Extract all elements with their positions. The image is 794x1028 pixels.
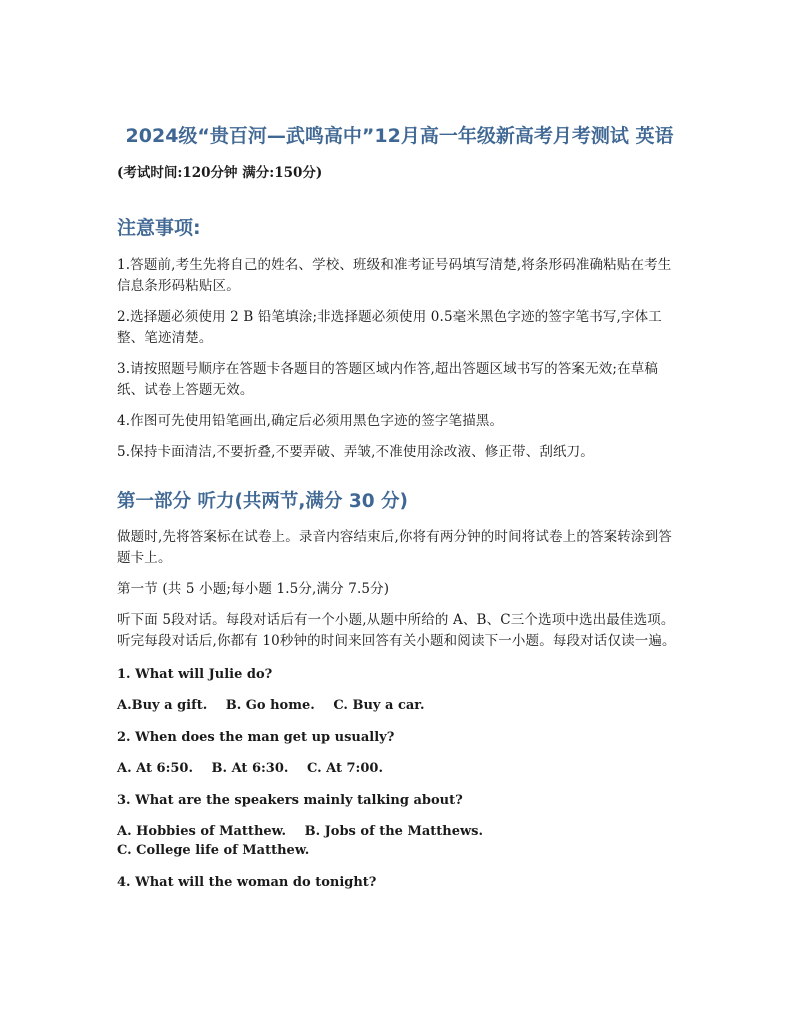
option-a: A. At 6:50. <box>117 761 193 776</box>
notice-heading: 注意事项: <box>117 217 201 239</box>
notice-item: 5.保持卡面清洁,不要折叠,不要弄破、弄皱,不准使用涂改液、修正带、刮纸刀。 <box>117 444 594 460</box>
question-stem: 3. What are the speakers mainly talking about? <box>117 793 463 808</box>
notice-item: 1.答题前,考生先将自己的姓名、学校、班级和准考证号码填写清楚,将条形码准确粘贴在考生信息条形码粘贴区。 <box>117 257 672 294</box>
option-c: C. At 7:00. <box>306 761 383 776</box>
notice-item: 4.作图可先使用铅笔画出,确定后必须用黑色字迹的签字笔描黑。 <box>117 413 504 429</box>
section1-title: 第一节 (共 5 小题;每小题 1.5分,满分 7.5分) <box>117 581 390 597</box>
section1-instructions: 听下面 5段对话。每段对话后有一个小题,从题中所给的 A、B、C三个选项中选出最佳选项。 听完每段对话后,你都有 10秒钟的时间来回答有关小题和阅读下一小题。每段对话仅读一遍。 <box>117 612 676 649</box>
exam-time-score: (考试时间:120分钟 满分:150分) <box>117 165 323 181</box>
question-stem: 4. What will the woman do tonight? <box>117 875 377 890</box>
question-options <box>117 759 682 778</box>
question-stem: 1. What will Julie do? <box>117 667 273 682</box>
question-stem: 2. When does the man get up usually? <box>117 730 395 745</box>
notice-item: 2.选择题必须使用 2 B 铅笔填涂;非选择题必须使用 0.5毫米黑色字迹的签字笔书写,字体工整、笔迹清楚。 <box>117 309 662 346</box>
notice-list <box>117 255 682 463</box>
part1-intro: 做题时,先将答案标在试卷上。录音内容结束后,你将有两分钟的时间将试卷上的答案转涂到答题卡上。 <box>117 529 672 566</box>
option-c: C. Buy a car. <box>333 698 425 713</box>
part1-heading: 第一部分 听力(共两节,满分 30 分) <box>117 491 409 512</box>
question-options <box>117 696 682 715</box>
option-a: A. Hobbies of Matthew. <box>117 824 287 839</box>
exam-page <box>117 122 682 892</box>
question-1 <box>117 665 682 715</box>
question-3 <box>117 791 682 860</box>
option-b: B. Go home. <box>225 698 315 713</box>
document-title: 2024级“贵百河—武鸣高中”12月高一年级新高考月考测试 英语 <box>125 125 674 147</box>
notice-item: 3.请按照题号顺序在答题卡各题目的答题区域内作答,超出答题区域书写的答案无效;在草稿纸、试卷上答题无效。 <box>117 361 659 398</box>
question-4 <box>117 873 682 892</box>
option-b: B. At 6:30. <box>211 761 289 776</box>
option-a: A.Buy a gift. <box>117 698 208 713</box>
option-b: B. Jobs of the Matthews. <box>304 824 484 839</box>
option-c: C. College life of Matthew. <box>117 843 310 858</box>
question-options <box>117 822 682 860</box>
question-2 <box>117 728 682 778</box>
